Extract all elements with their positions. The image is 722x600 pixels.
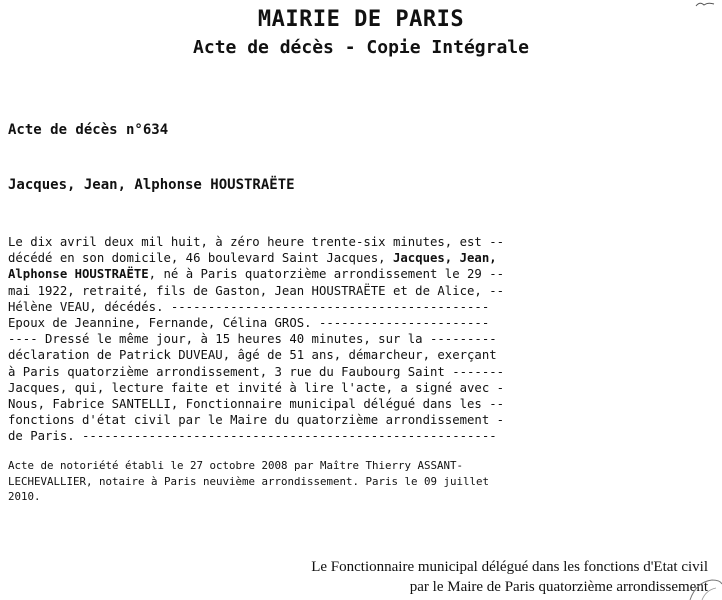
act-number: Acte de décès n°634 [8,122,169,138]
body-line-12: fonctions d'état civil par le Maire du quatorzième arrondissement - [8,413,505,428]
body-name-bold-2: Alphonse HOUSTRAËTE [8,267,149,282]
body-line-13: de Paris. -------------------------------------------------------- [8,429,497,444]
body-name-bold-1: Jacques, Jean, [392,251,497,266]
signature-line-1: Le Fonctionnaire municipal délégué dans les fonctions d'Etat civil [311,559,708,575]
signature-line-2: par le Maire de Paris quatorzième arrondissement [409,579,708,595]
body-line-8: déclaration de Patrick DUVEAU, âgé de 51 ans, démarcheur, exerçant [8,348,497,363]
body-line-10: Jacques, qui, lecture faite et invité à lire l'acte, a signé avec - [8,380,505,395]
deceased-name: Jacques, Jean, Alphonse HOUSTRAËTE [8,177,295,193]
body-line-1: Le dix avril deux mil huit, à zéro heure trente-six minutes, est -- [8,235,505,249]
document-subtitle: Acte de décès - Copie Intégrale [193,37,529,58]
body-line-3: , né à Paris quatorzième arrondissement le 29 -- [148,267,505,282]
body-line-5: Hélène VEAU, décédés. ------------------------------------------- [8,299,490,314]
notoriety-note [8,458,489,505]
body-line-9: à Paris quatorzième arrondissement, 3 rue du Faubourg Saint ------- [8,364,505,379]
body-line-6: Epoux de Jeannine, Fernande, Célina GROS. ----------------------- [8,316,490,331]
body-line-11: Nous, Fabrice SANTELLI, Fonctionnaire municipal délégué dans les -- [8,397,505,412]
mairie-title: MAIRIE DE PARIS [257,7,465,32]
stamp-edge-mark [682,574,722,600]
document-header [0,6,722,62]
signature-block [311,557,708,597]
body-line-7: ---- Dressé le même jour, à 15 heures 40 minutes, sur la --------- [8,332,497,347]
body-line-2: décédé en son domicile, 46 boulevard Saint Jacques, [8,251,393,266]
body-line-4: mai 1922, retraité, fils de Gaston, Jean HOUSTRAËTE et de Alice, -- [8,283,505,298]
act-body [8,234,504,445]
notoriety-line-1: Acte de notoriété établi le 27 octobre 2008 par Maître Thierry ASSANT- [8,459,464,472]
notoriety-line-2: LECHEVALLIER, notaire à Paris neuvième arrondissement. Paris le 09 juillet [8,474,490,488]
notoriety-line-3: 2010. [8,490,41,503]
